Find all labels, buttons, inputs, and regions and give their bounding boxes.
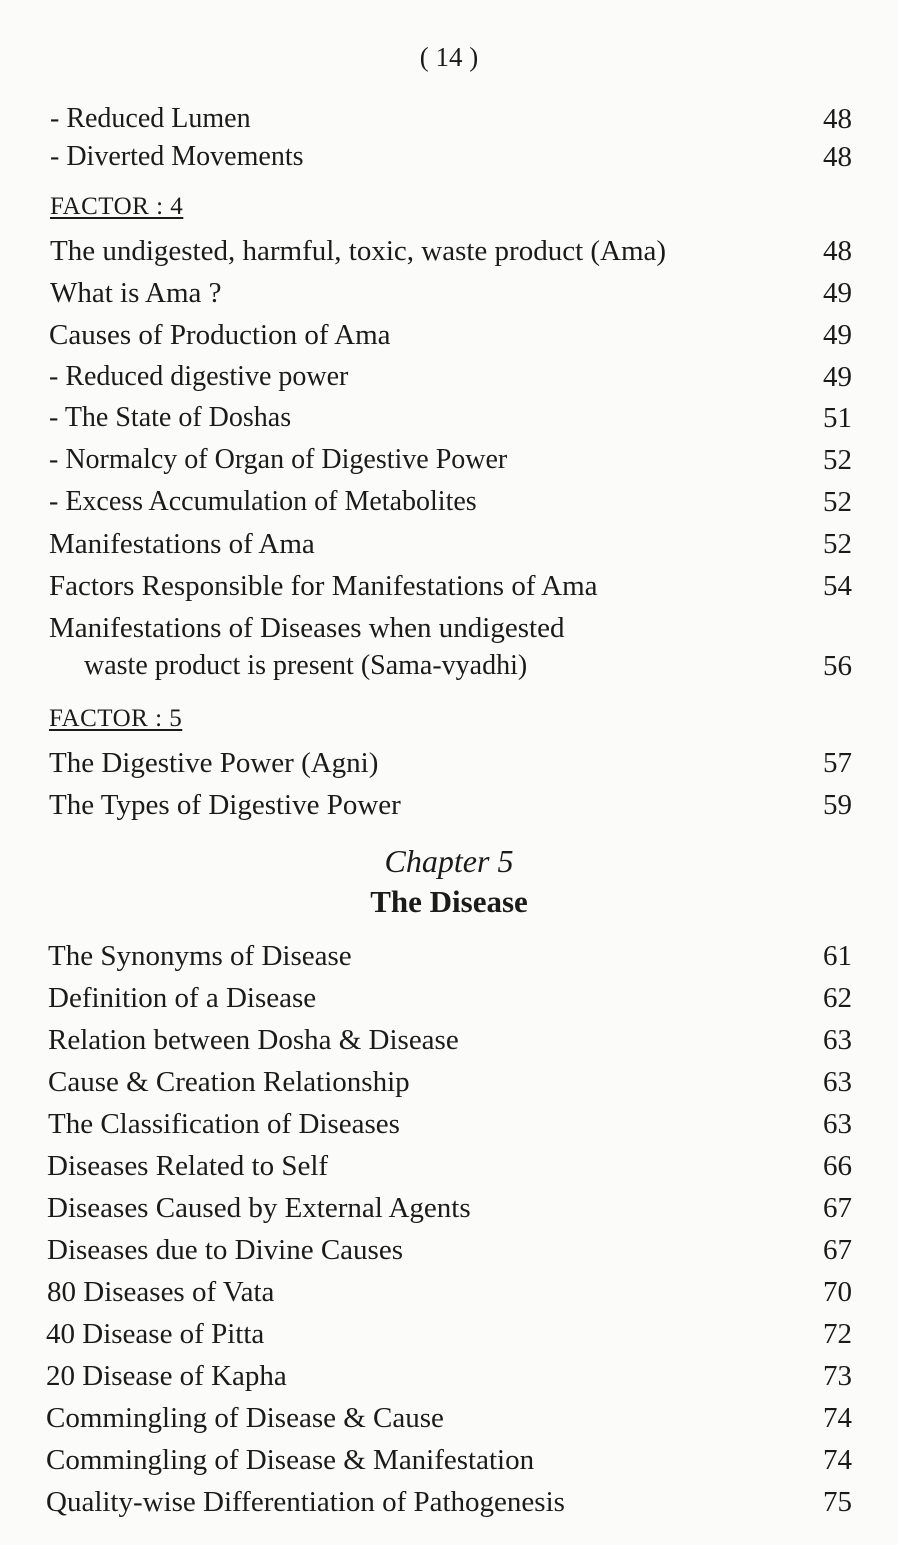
toc-entry-page: 48 [823,141,852,173]
factor-heading: FACTOR : 4 [50,193,184,220]
toc-entry-multiline[interactable] [0,609,898,647]
toc-entry[interactable] [0,937,898,975]
toc-entry[interactable] [0,1483,898,1521]
toc-entry-page: 75 [823,1486,852,1518]
toc-entry-label: 20 Disease of Kapha [46,1360,287,1392]
toc-entry-label: Diseases due to Divine Causes [47,1234,403,1266]
toc-entry[interactable] [0,1147,898,1185]
toc-entry[interactable] [0,744,898,782]
toc-entry[interactable] [0,1273,898,1311]
toc-entry[interactable] [0,316,898,354]
toc-entry-page: 49 [823,319,852,351]
toc-entry[interactable] [0,1063,898,1101]
toc-entry-page: 61 [823,940,852,972]
toc-entry-continuation[interactable] [0,647,898,685]
toc-entry-label: 80 Diseases of Vata [47,1276,275,1308]
toc-entry-page: 52 [823,528,852,560]
toc-entry-label: Factors Responsible for Manifestations of Ama [49,570,598,602]
toc-entry-page: 57 [823,747,852,779]
toc-entry[interactable] [0,1105,898,1143]
toc-entry[interactable] [0,786,898,824]
toc-entry-label: - Reduced Lumen [50,103,251,134]
toc-entry[interactable] [0,567,898,605]
toc-entry[interactable] [0,1021,898,1059]
toc-entry[interactable] [0,979,898,1017]
toc-entry-page: 66 [823,1150,852,1182]
toc-entry[interactable] [0,399,898,437]
toc-entry-page: 72 [823,1318,852,1350]
toc-entry-label: Manifestations of Diseases when undigested [49,612,565,644]
toc-entry-page: 56 [823,650,852,682]
toc-entry-page: 63 [823,1024,852,1056]
toc-entry-label: Diseases Related to Self [47,1150,329,1182]
toc-entry-page: 67 [823,1192,852,1224]
toc-entry-label: Relation between Dosha & Disease [48,1024,459,1056]
toc-entry[interactable] [0,100,898,138]
toc-entry-page: 67 [823,1234,852,1266]
toc-entry-page: 49 [823,277,852,309]
toc-entry-label: Commingling of Disease & Manifestation [46,1444,535,1476]
toc-entry-page: 48 [823,235,852,267]
toc-entry[interactable] [0,1357,898,1395]
toc-entry[interactable] [0,138,898,176]
toc-entry[interactable] [0,483,898,521]
toc-entry-page: 59 [823,789,852,821]
toc-entry-label: The Digestive Power (Agni) [49,747,379,779]
toc-entry-label: - The State of Doshas [49,402,292,433]
toc-entry-label: - Reduced digestive power [49,361,349,392]
toc-entry-label: - Diverted Movements [50,141,304,172]
page-number: ( 14 ) [419,42,479,72]
toc-entry-page: 49 [823,361,852,393]
toc-entry-page: 52 [823,444,852,476]
toc-entry[interactable] [0,1315,898,1353]
chapter-title: The Disease [370,884,528,919]
toc-entry[interactable] [0,274,898,312]
toc-entry[interactable] [0,525,898,563]
toc-entry-page: 52 [823,486,852,518]
toc-entry-label: Commingling of Disease & Cause [46,1402,444,1434]
toc-entry[interactable] [0,441,898,479]
toc-entry[interactable] [0,1441,898,1479]
toc-entry-page: 70 [823,1276,852,1308]
toc-entry-label: The Types of Digestive Power [49,789,401,821]
toc-entry-label: 40 Disease of Pitta [46,1318,265,1350]
toc-entry-page: 48 [823,103,852,135]
toc-entry-page: 63 [823,1108,852,1140]
toc-entry-page: 74 [823,1402,852,1434]
toc-entry-page: 63 [823,1066,852,1098]
toc-entry-label: - Excess Accumulation of Metabolites [49,486,477,517]
toc-entry-label-continuation: waste product is present (Sama-vyadhi) [84,650,528,681]
toc-entry-label: What is Ama ? [50,277,222,309]
toc-entry-label: The undigested, harmful, toxic, waste product (Ama) [50,235,667,267]
toc-entry[interactable] [0,1399,898,1437]
toc-entry[interactable] [0,1189,898,1227]
toc-entry[interactable] [0,232,898,270]
toc-entry-label: Cause & Creation Relationship [48,1066,410,1098]
toc-entry-page: 62 [823,982,852,1014]
toc-entry-page: 51 [823,402,852,434]
toc-entry-label: Definition of a Disease [48,982,317,1014]
toc-entry[interactable] [0,358,898,396]
toc-entry-label: Diseases Caused by External Agents [47,1192,471,1224]
toc-entry-label: - Normalcy of Organ of Digestive Power [49,444,508,475]
toc-entry-label: Causes of Production of Ama [49,319,391,351]
toc-entry-label: The Classification of Diseases [48,1108,400,1140]
toc-entry-label: Quality-wise Differentiation of Pathogenesis [46,1486,565,1518]
factor-heading: FACTOR : 5 [49,705,183,732]
toc-entry-page: 54 [823,570,852,602]
toc-entry-page: 73 [823,1360,852,1392]
toc-entry-label: The Synonyms of Disease [48,940,352,972]
toc-entry[interactable] [0,1231,898,1269]
toc-entry-page: 74 [823,1444,852,1476]
toc-entry-label: Manifestations of Ama [49,528,315,560]
chapter-label: Chapter 5 [384,843,514,879]
